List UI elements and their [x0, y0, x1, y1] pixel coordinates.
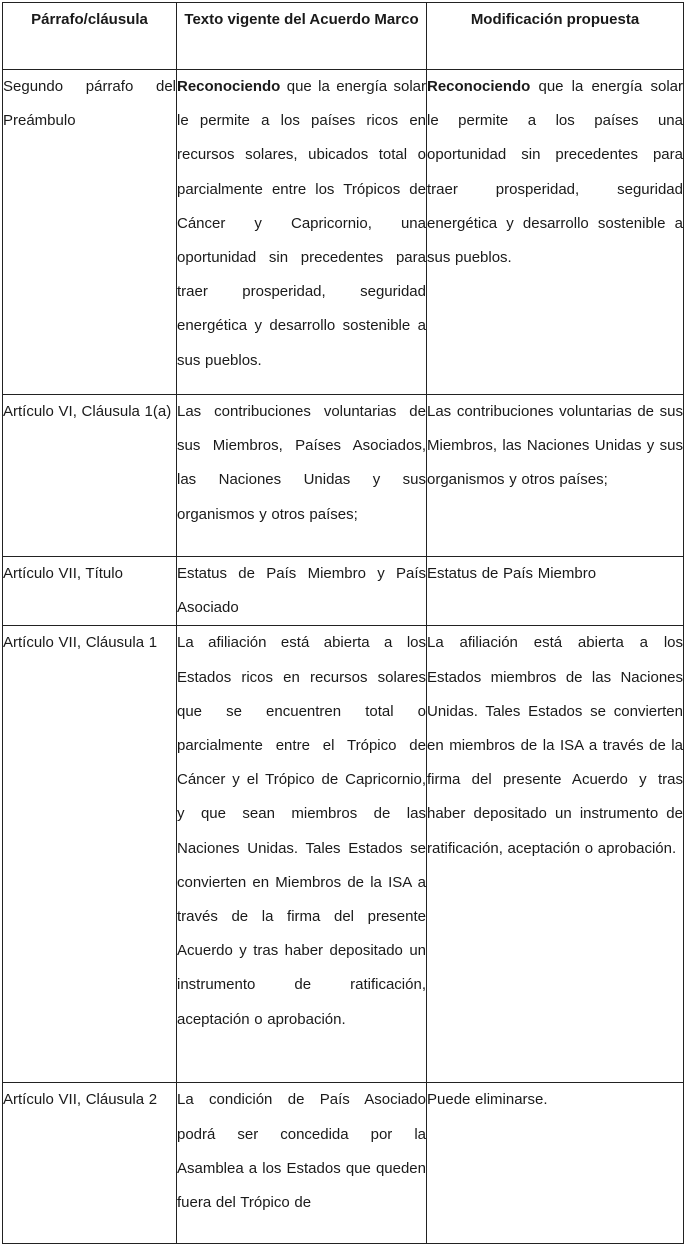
table-row — [3, 626, 684, 1083]
proposed-text-cell: Estatus de País Miembro — [427, 557, 684, 626]
bold-lead-word: Reconociendo — [177, 78, 281, 95]
current-text-cell: Las contribuciones voluntarias de sus Miembros, Países Asociados, las Naciones Unidas y sus organismos y otros países; — [177, 395, 427, 557]
clause-cell: Artículo VII, Cláusula 2 — [3, 1083, 177, 1244]
current-text-cell: La afiliación está abierta a los Estados ricos en recursos solares que se encuentren total o parcialmente entre el Trópico de Cáncer y el Trópico de Capricornio, y que sean miembros de las Naciones Unidas. Tales Estados se convierten en Miembros de la ISA a través de la firma del presente Acuerdo y tras haber depositado un instrumento de ratificación, aceptación o aprobación. — [177, 626, 427, 1083]
clause-cell: Artículo VII, Título — [3, 557, 177, 626]
current-text-cell: La condición de País Asociado podrá ser concedida por la Asamblea a los Estados que queden fuera del Trópico de — [177, 1083, 427, 1244]
proposed-text-cell: Puede eliminarse. — [427, 1083, 684, 1244]
proposed-text-cell: La afiliación está abierta a los Estados miembros de las Naciones Unidas. Tales Estados se convierten en miembros de la ISA a través de la firma del presente Acuerdo y tras haber depositado un instrumento de ratificación, aceptación o aprobación. — [427, 626, 684, 1083]
clause-cell: Artículo VII, Cláusula 1 — [3, 626, 177, 1083]
header-row — [3, 3, 684, 70]
header-clause: Párrafo/cláusula — [3, 3, 177, 70]
proposed-text-cell — [427, 70, 684, 395]
table-row — [3, 395, 684, 557]
clause-cell: Segundo párrafo del Preámbulo — [3, 70, 177, 395]
header-proposed-text: Modificación propuesta — [427, 3, 684, 70]
current-text: que la energía solar le permite a los países ricos en recursos solares, ubicados total o parcialmente entre los Trópicos de Cáncer y Capricornio, una oportunidad sin precedentes para traer prosperidad, seguridad energética y desarrollo sostenible a sus pueblos. — [177, 78, 426, 369]
current-text-cell — [177, 70, 427, 395]
table-row — [3, 70, 684, 395]
current-text-cell: Estatus de País Miembro y País Asociado — [177, 557, 427, 626]
proposed-text-cell: Las contribuciones voluntarias de sus Miembros, las Naciones Unidas y sus organismos y otros países; — [427, 395, 684, 557]
proposed-text: que la energía solar le permite a los países una oportunidad sin precedentes para traer prosperidad, seguridad energética y desarrollo sostenible a sus pueblos. — [427, 78, 683, 267]
table-row — [3, 1083, 684, 1244]
amendment-table — [2, 2, 684, 1244]
bold-lead-word: Reconociendo — [427, 78, 531, 95]
table-row — [3, 557, 684, 626]
clause-cell: Artículo VI, Cláusula 1(a) — [3, 395, 177, 557]
header-current-text: Texto vigente del Acuerdo Marco — [177, 3, 427, 70]
